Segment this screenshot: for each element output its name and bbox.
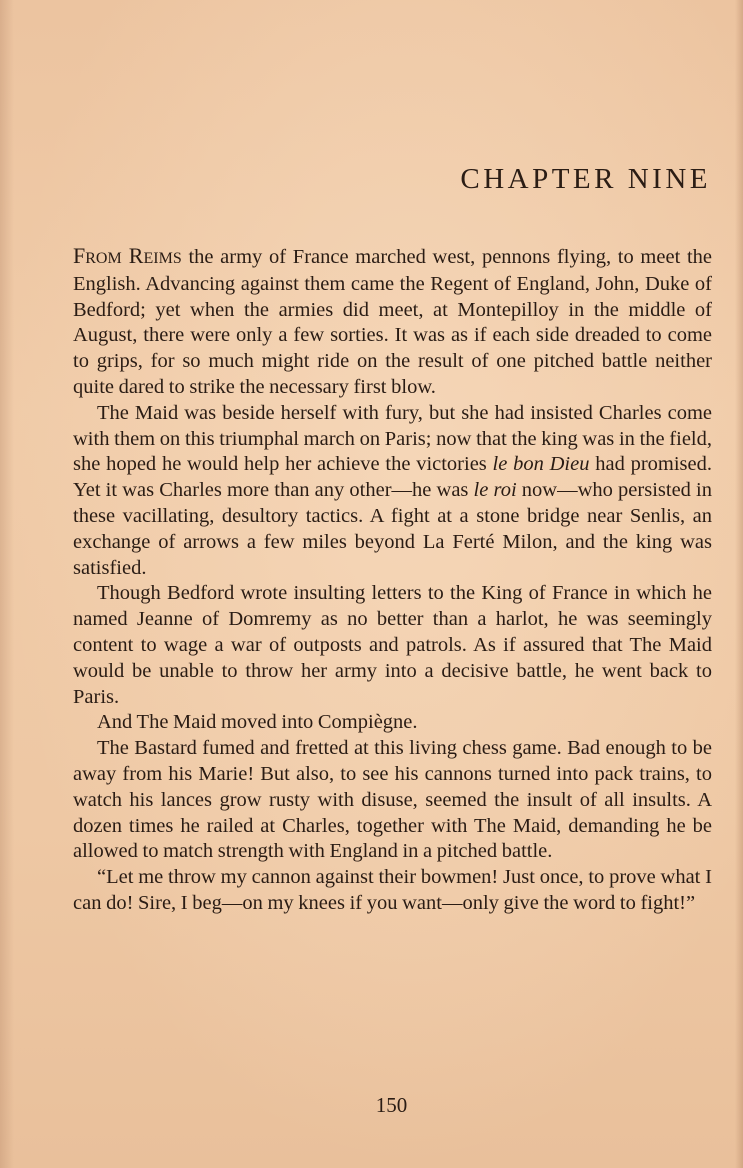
paragraph-text: the army of France marched west, pennons flying, to meet the English. Advancing against them came the Regent of England, John, Duke of Bedford; yet when the armies did meet, at Montepilloy in the middle of August, there were only a few sorties. It was as if each side dreaded to come to grips, for so much might ride on the result of one pitched battle neither quite dared to strike the necessary first blow. bbox=[73, 246, 713, 398]
italic-phrase: le roi bbox=[473, 479, 517, 502]
small-cap-initial: R bbox=[128, 243, 144, 268]
body-text bbox=[73, 243, 712, 917]
small-cap-initial: F bbox=[73, 243, 86, 268]
paragraph-text: The Maid was beside herself with fury, but she had insisted Charles come with them on this triumphal march on Paris; now that the king was in the field, she hoped he would help her achieve the victories bbox=[73, 401, 712, 476]
small-cap-rest: EIMS bbox=[143, 250, 182, 267]
paragraph-text: now—who persisted in these vacillating, desultory tactics. A fight at a stone bridge near Senlis, an exchange of arrows a few miles beyond La Ferté Milon, and the king was satisfied. bbox=[73, 479, 712, 579]
page-number: 150 bbox=[375, 1093, 408, 1117]
paragraph-5: The Bastard fumed and fretted at this living chess game. Bad enough to be away from his Marie! But also, to see his cannons turned into pack trains, to watch his lances grow rusty with disuse, seemed the insult of all insults. A dozen times he railed at Charles, together with The Maid, demanding he be allowed to match strength with England in a pitched battle. bbox=[73, 737, 712, 863]
paragraph-text: had promised. Yet it was Charles more than any other—he was bbox=[73, 453, 713, 502]
chapter-title: CHAPTER NINE bbox=[460, 163, 711, 195]
small-cap-rest: ROM bbox=[85, 250, 122, 267]
paragraph-1 bbox=[73, 243, 712, 401]
italic-phrase: le bon Dieu bbox=[492, 453, 590, 476]
opening-small-caps bbox=[73, 243, 182, 268]
paragraph-6: “Let me throw my cannon against their bowmen! Just once, to prove what I can do! Sire, I beg—on my knees if you want—only give the word to fight!” bbox=[73, 866, 712, 914]
paragraph-4: And The Maid moved into Compiègne. bbox=[97, 711, 418, 734]
paragraph-3: Though Bedford wrote insulting letters to the King of France in which he named Jeanne of Domremy as no better than a harlot, he was seemingly content to wage a war of outposts and patrols. As if assured that The Maid would be unable to throw her army into a decisive battle, he went back to Paris. bbox=[73, 582, 712, 708]
paragraph-2 bbox=[73, 401, 712, 582]
